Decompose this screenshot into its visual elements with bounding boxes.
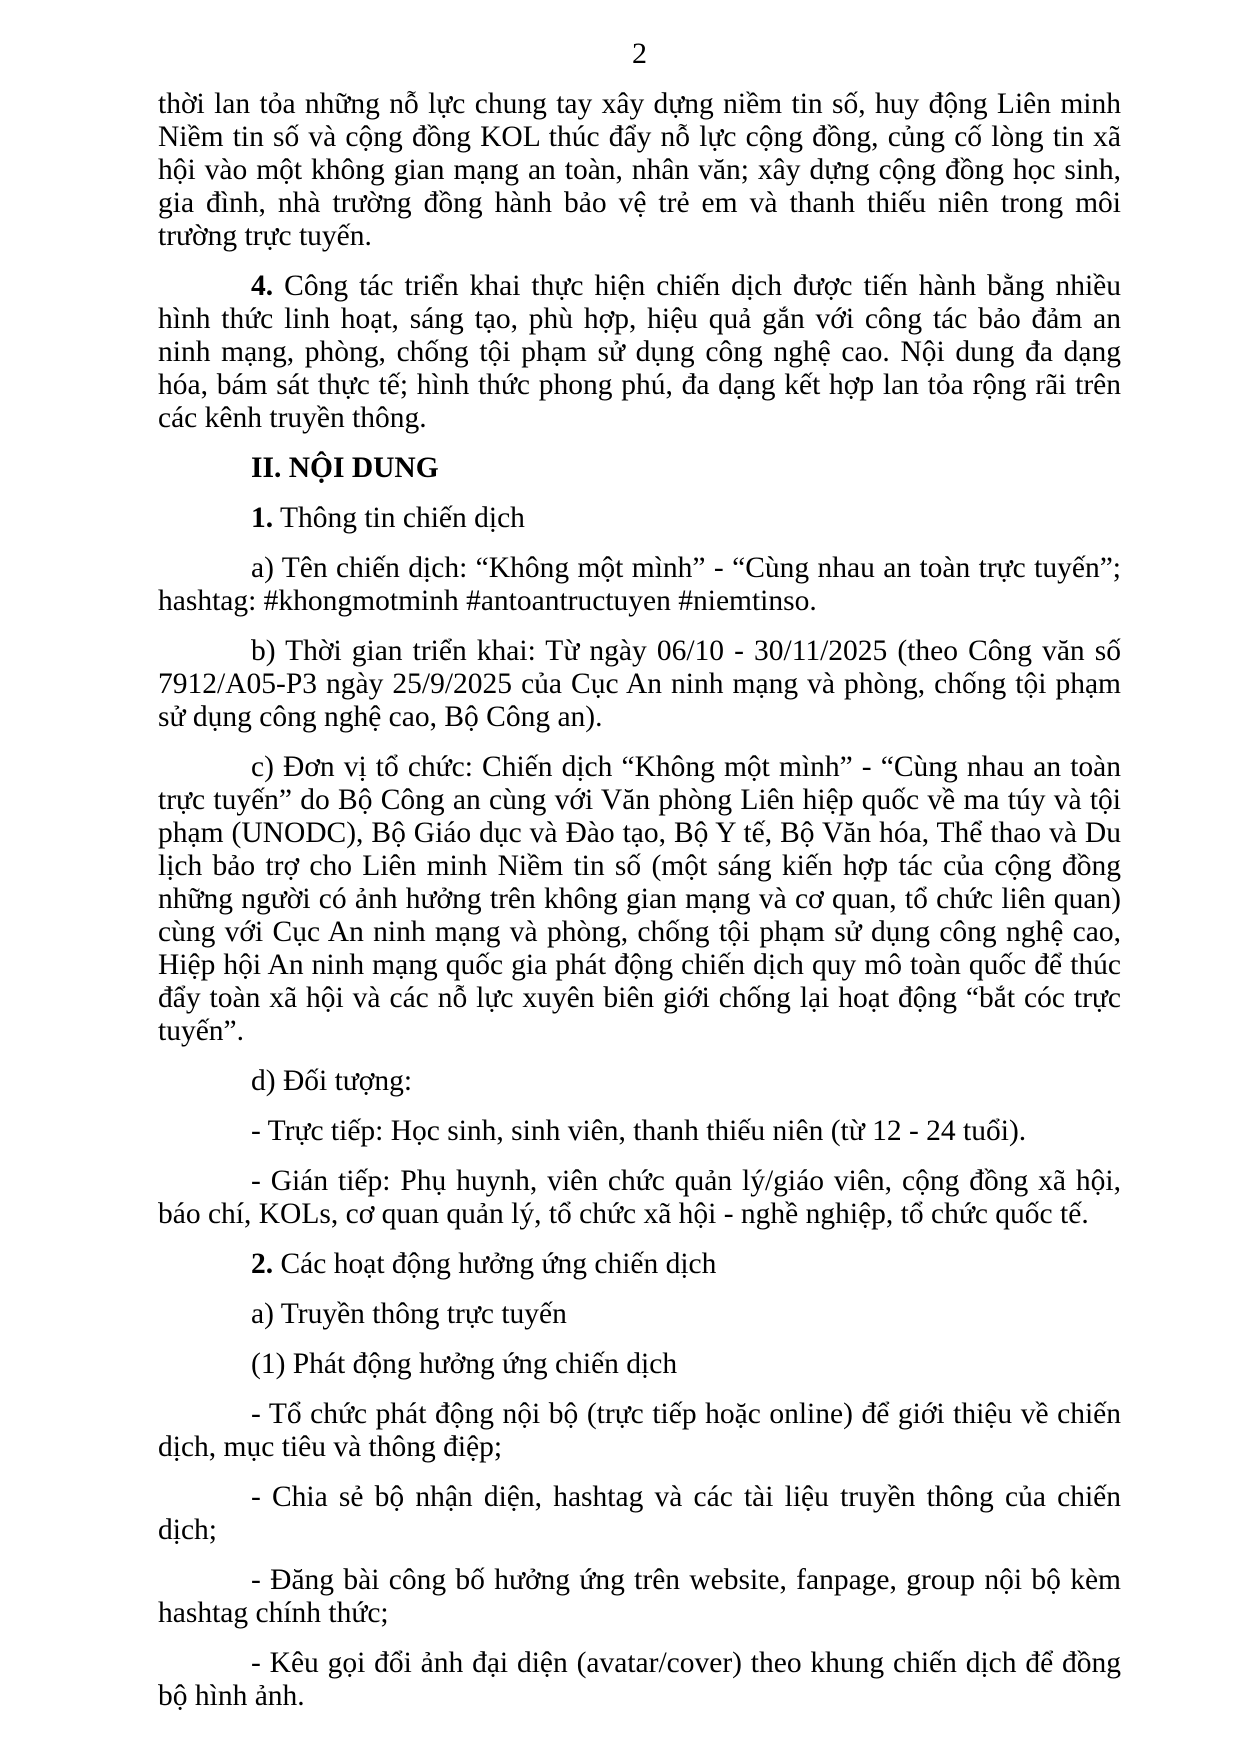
content-column [158,0,1121,1713]
paragraph-text: Các hoạt động hưởng ứng chiến dịch [273,1248,717,1280]
paragraph-marker: 1. [251,502,274,534]
list-item-keu-goi-doi-anh [158,1647,1121,1713]
list-item-gian-tiep [158,1165,1121,1231]
paragraph-text: Công tác triển khai thực hiện chiến dịch được tiến hành bằng nhiều hình thức linh hoạt, sáng tạo, phù hợp, hiệu quả gắn với công tác bảo đảm an ninh mạng, phòng, chống tội phạm sử dụng công nghệ cao. Nội dung đa dạng hóa, bám sát thực tế; hình thức phong phú, đa dạng kết hợp lan tỏa rộng rãi trên các kênh truyền thông. [158,270,1121,434]
page-number-value: 2 [632,37,647,70]
list-item-to-chuc-phat-dong [158,1398,1121,1464]
subsection-heading-thong-tin-chien-dich [158,502,1121,535]
paragraph-marker: 2. [251,1248,274,1280]
paragraph-item-b-thoi-gian [158,635,1121,734]
document-body [158,88,1121,1713]
paragraph-item-d-doi-tuong [158,1065,1121,1098]
paragraph-text: a) Tên chiến dịch: “Không một mình” - “Cùng nhau an toàn trực tuyến”; hashtag: #khongmotminh #antoantructuyen #niemtinso. [158,552,1121,617]
paragraph-text: thời lan tỏa những nỗ lực chung tay xây dựng niềm tin số, huy động Liên minh Niềm tin số và cộng đồng KOL thúc đẩy nỗ lực cộng đồng, củng cố lòng tin xã hội vào một không gian mạng an toàn, nhân văn; xây dựng cộng đồng học sinh, gia đình, nhà trường đồng hành bảo vệ trẻ em và thanh thiếu niên trong môi trường trực tuyến. [158,88,1121,252]
paragraph-text: - Trực tiếp: Học sinh, sinh viên, thanh thiếu niên (từ 12 - 24 tuổi). [251,1115,1027,1147]
paragraph-item-1-phat-dong [158,1348,1121,1381]
paragraph-text: - Tổ chức phát động nội bộ (trực tiếp hoặc online) để giới thiệu về chiến dịch, mục tiêu và thông điệp; [158,1398,1121,1463]
list-item-dang-bai-cong-bo [158,1564,1121,1630]
section-heading-noi-dung [158,452,1121,485]
paragraph-item-c-don-vi-to-chuc [158,751,1121,1048]
paragraph-item-a-truyen-thong [158,1298,1121,1331]
list-item-chia-se-bo-nhan-dien [158,1481,1121,1547]
paragraph-text: d) Đối tượng: [251,1065,413,1097]
paragraph-text: b) Thời gian triển khai: Từ ngày 06/10 - 30/11/2025 (theo Công văn số 7912/A05-P3 ngày 25/9/2025 của Cục An ninh mạng và phòng, chống tội phạm sử dụng công nghệ cao, Bộ Công an). [158,635,1121,733]
page-number [158,0,1121,71]
paragraph-text: Thông tin chiến dịch [273,502,525,534]
subsection-heading-cac-hoat-dong [158,1248,1121,1281]
paragraph-text: - Kêu gọi đổi ảnh đại diện (avatar/cover) theo khung chiến dịch để đồng bộ hình ảnh. [158,1647,1121,1712]
paragraph-item-4 [158,270,1121,435]
paragraph-text: c) Đơn vị tổ chức: Chiến dịch “Không một mình” - “Cùng nhau an toàn trực tuyến” do Bộ Công an cùng với Văn phòng Liên hiệp quốc về ma túy và tội phạm (UNODC), Bộ Giáo dục và Đào tạo, Bộ Y tế, Bộ Văn hóa, Thể thao và Du lịch bảo trợ cho Liên minh Niềm tin số (một sáng kiến hợp tác của cộng đồng những người có ảnh hưởng trên không gian mạng và cơ quan, tổ chức liên quan) cùng với Cục An ninh mạng và phòng, chống tội phạm sử dụng công nghệ cao, Hiệp hội An ninh mạng quốc gia phát động chiến dịch quy mô toàn quốc để thúc đẩy toàn xã hội và các nỗ lực xuyên biên giới chống lại hoạt động “bắt cóc trực tuyến”. [158,751,1121,1047]
paragraph-marker: 4. [251,270,274,302]
paragraph-text: - Chia sẻ bộ nhận diện, hashtag và các tài liệu truyền thông của chiến dịch; [158,1481,1121,1546]
paragraph-item-a-ten-chien-dich [158,552,1121,618]
list-item-truc-tiep [158,1115,1121,1148]
heading-text: II. NỘI DUNG [251,452,439,484]
paragraph-continuation [158,88,1121,253]
paragraph-text: a) Truyền thông trực tuyến [251,1298,567,1330]
paragraph-text: - Gián tiếp: Phụ huynh, viên chức quản lý/giáo viên, cộng đồng xã hội, báo chí, KOLs, cơ quan quản lý, tổ chức xã hội - nghề nghiệp, tổ chức quốc tế. [158,1165,1121,1230]
paragraph-text: (1) Phát động hưởng ứng chiến dịch [251,1348,678,1380]
paragraph-text: - Đăng bài công bố hưởng ứng trên website, fanpage, group nội bộ kèm hashtag chính thức; [158,1564,1121,1629]
